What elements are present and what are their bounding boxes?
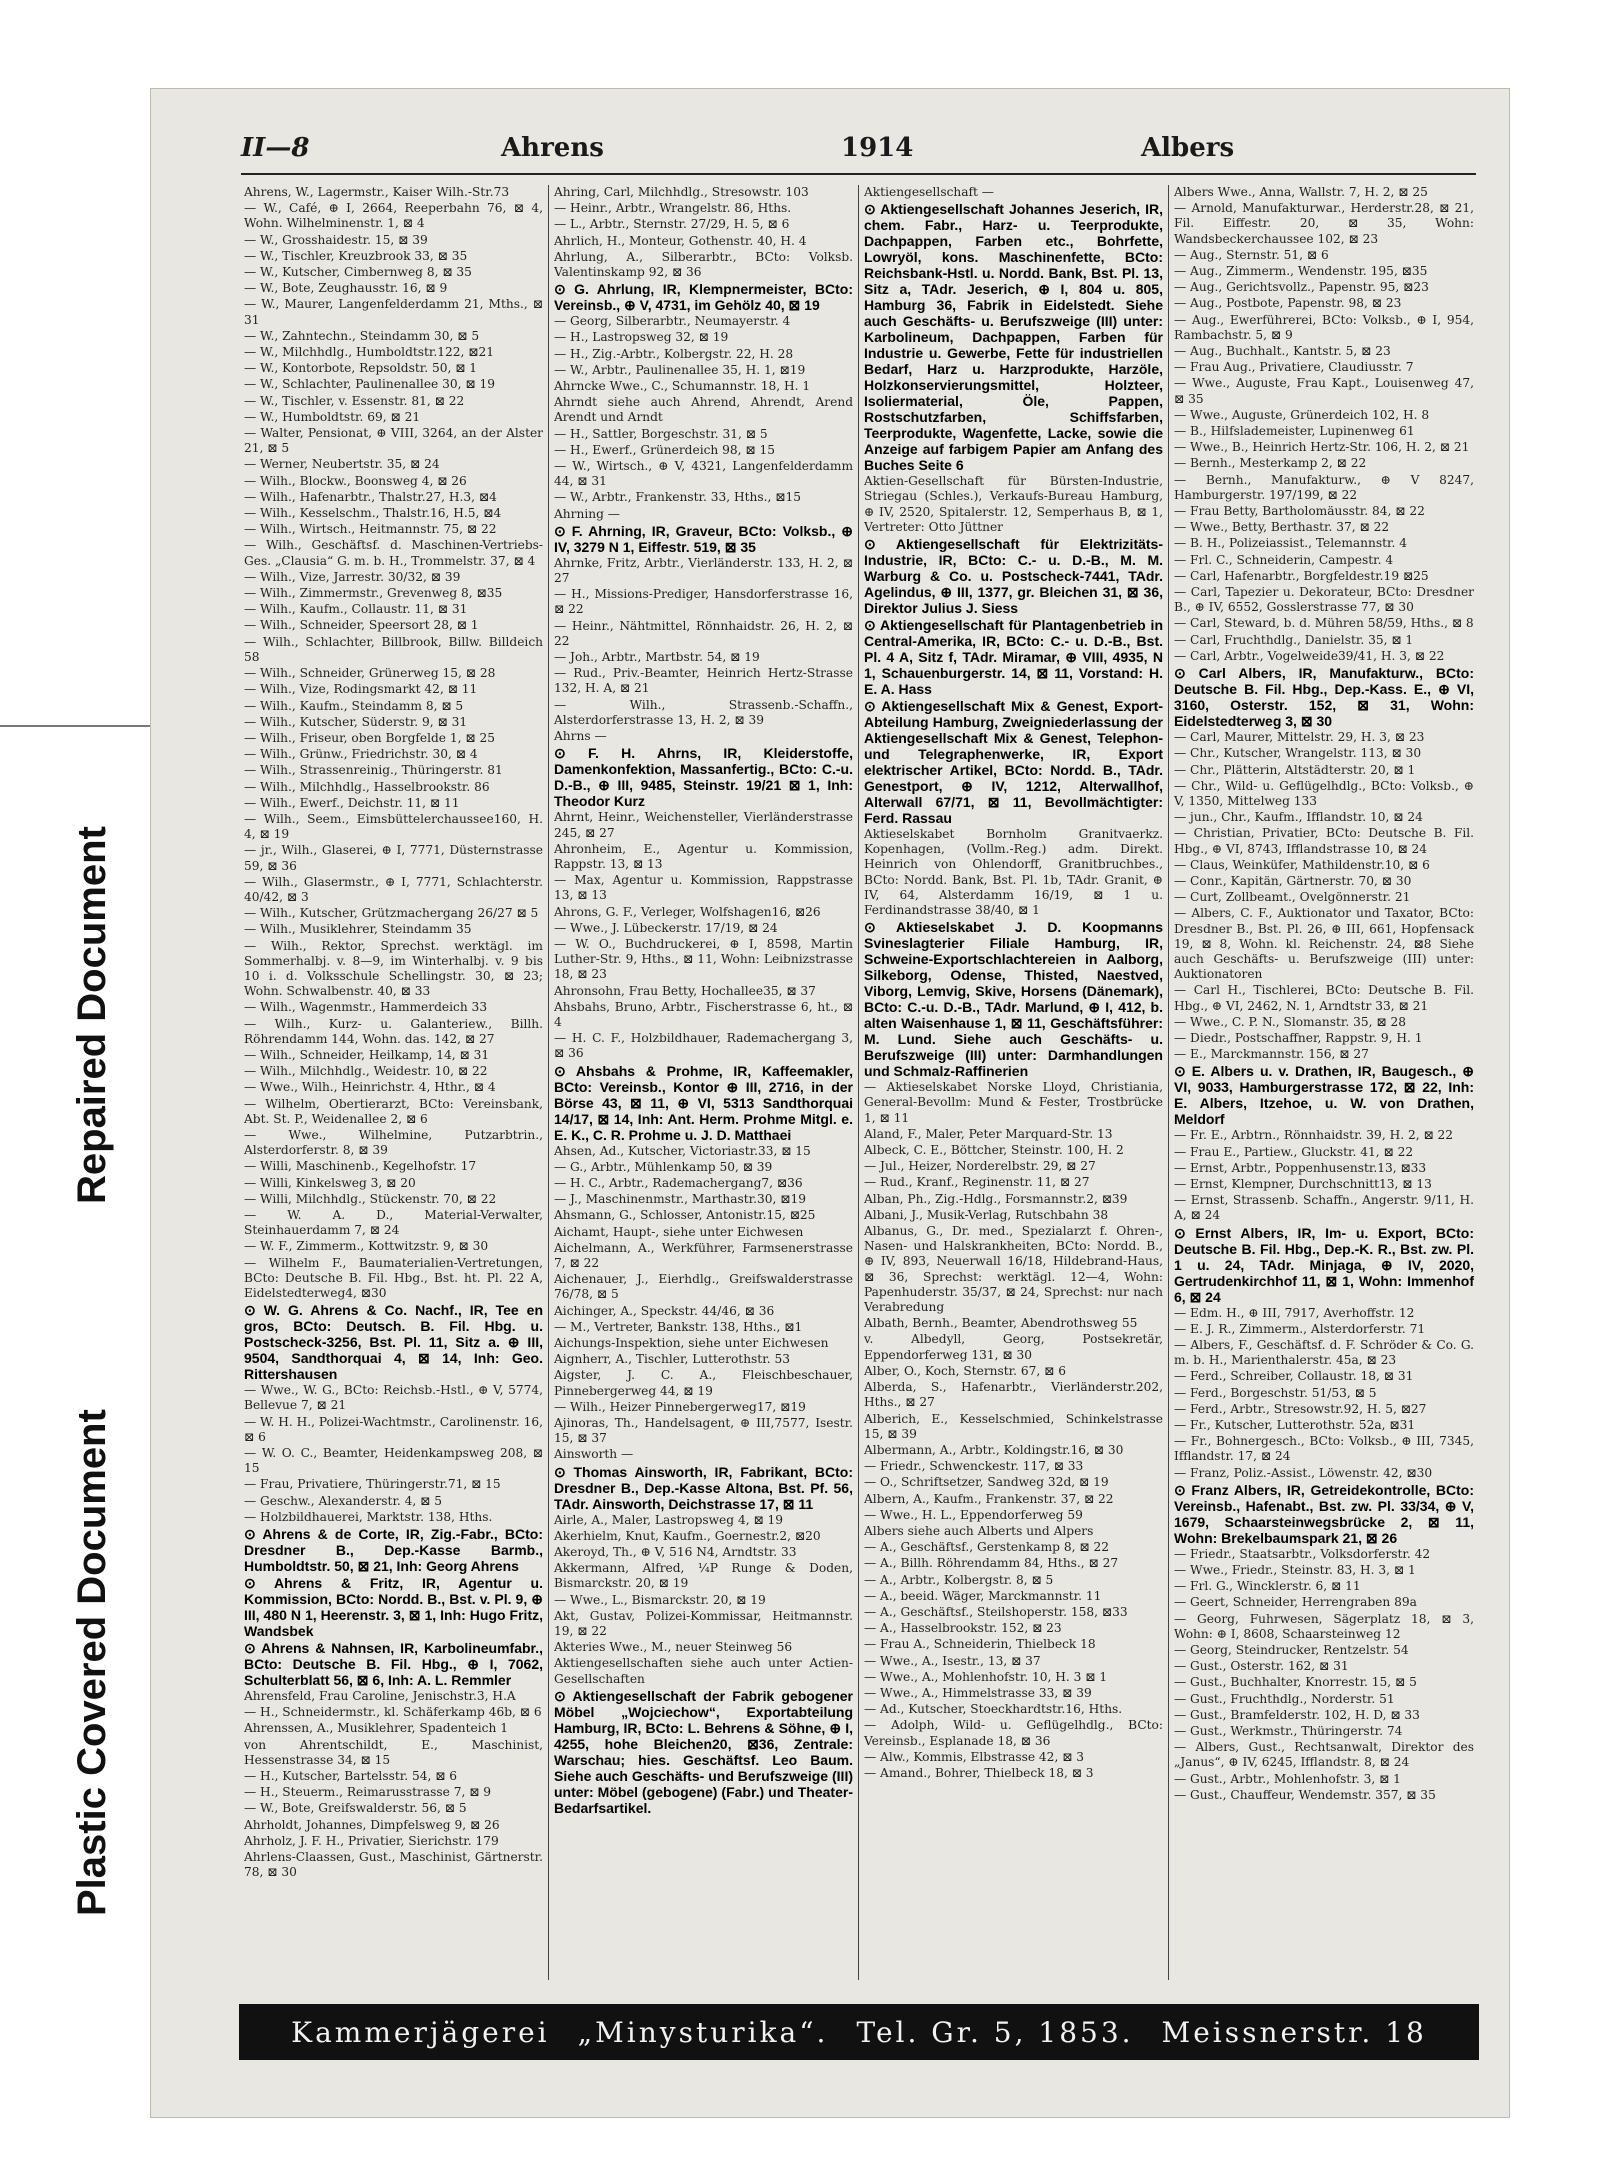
directory-entry: Alberda, S., Hafenarbtr., Vierländerstr.202, Hths., ⊠ 27 — [864, 1380, 1163, 1410]
directory-entry: — L., Arbtr., Sternstr. 27/29, H. 5, ⊠ 6 — [554, 217, 790, 232]
directory-entry: — Jul., Heizer, Norderelbstr. 29, ⊠ 27 — [864, 1159, 1096, 1174]
directory-entry: — Frau, Privatiere, Thüringerstr.71, ⊠ 15 — [244, 1477, 501, 1492]
directory-entry: Ahrholz, J. F. H., Privatier, Sierichstr. 179 — [244, 1833, 499, 1848]
directory-entry: — Gust., Chauffeur, Wendemstr. 357, ⊠ 35 — [1174, 1787, 1436, 1802]
directory-entry: — Wilh., Grünw., Friedrichstr. 30, ⊠ 4 — [244, 747, 478, 762]
directory-entry: — Conr., Kapitän, Gärtnerstr. 70, ⊠ 30 — [1174, 873, 1412, 888]
directory-entry: — Wilh., Wagenmstr., Hammerdeich 33 — [244, 1000, 488, 1015]
directory-entry: — B. H., Polizeiassist., Telemannstr. 4 — [1174, 536, 1407, 551]
directory-entry: — Wilh., Strassenb.-Schaffn., Alsterdorferstrasse 13, H. 2, ⊠ 39 — [554, 697, 853, 727]
directory-entry: — W., Bote, Zeughausstr. 16, ⊠ 9 — [244, 281, 448, 296]
page-header — [241, 129, 1476, 175]
directory-entry: Aktiengesellschaften siehe auch unter Actien-Gesellschaften — [554, 1656, 853, 1686]
directory-entry: — H., Ewerf., Grünerdeich 98, ⊠ 15 — [554, 442, 775, 457]
directory-entry: Aichungs-Inspektion, siehe unter Eichwesen — [554, 1335, 829, 1350]
directory-entry: — Walter, Pensionat, ⊕ VIII, 3264, an der Alster 21, ⊠ 5 — [244, 426, 543, 456]
directory-entry: — Wwe., L., Bismarckstr. 20, ⊠ 19 — [554, 1592, 766, 1607]
directory-entry: ⊙ Franz Albers, IR, Getreidekontrolle, BCto: Vereinsb., Hafenabt., Bst. zw. Pl. 33/34, ⊕ V, 1679, Schaarsteinwegsbrücke 2, ⊠ 11, Wohn: Brekelbaumspark 21, ⊠ 26 — [1174, 1481, 1474, 1546]
directory-entry: Ahrons, G. F., Verleger, Wolfshagen16, ⊠26 — [554, 904, 821, 919]
directory-entry: — Wwe., A., Himmelstrasse 33, ⊠ 39 — [864, 1685, 1092, 1700]
directory-entry: Aichinger, A., Speckstr. 44/46, ⊠ 36 — [554, 1303, 775, 1318]
directory-entry: Akkermann, Alfred, ¼P Runge & Doden, Bismarckstr. 20, ⊠ 19 — [554, 1561, 853, 1591]
directory-entry: — Fr., Kutscher, Lutterothstr. 52a, ⊠31 — [1174, 1418, 1416, 1432]
directory-entry: Aichelmann, A., Werkführer, Farmsenerstrasse 7, ⊠ 22 — [554, 1240, 853, 1270]
directory-entry: — A., Arbtr., Kolbergstr. 8, ⊠ 5 — [864, 1572, 1054, 1587]
directory-entry: — Rud., Kranf., Reginenstr. 11, ⊠ 27 — [864, 1175, 1090, 1190]
ad-phone: Tel. Gr. 5, 1853. — [856, 2015, 1134, 2049]
directory-entry: Ahrholdt, Johannes, Dimpfelsweg 9, ⊠ 26 — [244, 1817, 500, 1832]
directory-entry: — Wilh., Geschäftsf. d. Maschinen-Vertriebs-Ges. „Clausia“ G. m. b. H., Trommelstr. 37, ⊠ 4 — [244, 538, 543, 568]
directory-entry: — Wilh., Glasermstr., ⊕ I, 7771, Schlachterstr. 40/42, ⊠ 3 — [244, 874, 543, 904]
directory-column-4 — [1169, 185, 1479, 1980]
directory-entry: — Friedr., Staatsarbtr., Volksdorferstr. 42 — [1174, 1546, 1431, 1561]
directory-entry: Alban, Ph., Zig.-Hdlg., Forsmannstr.2, ⊠39 — [864, 1191, 1128, 1206]
directory-entry: — Gust., Bramfelderstr. 102, H. D, ⊠ 33 — [1174, 1707, 1420, 1722]
directory-entry: — Carl, Arbtr., Vogelweide39/41, H. 3, ⊠ 22 — [1174, 648, 1445, 663]
directory-entry: — W., Tischler, v. Essenstr. 81, ⊠ 22 — [244, 393, 465, 408]
directory-entry: — W. O. C., Beamter, Heidenkampsweg 208, ⊠ 15 — [244, 1446, 543, 1476]
directory-entry: — Edm. H., ⊕ III, 7917, Averhoffstr. 12 — [1174, 1305, 1415, 1320]
directory-entry: Ahsmann, G., Schlosser, Antonistr.15, ⊠25 — [554, 1208, 816, 1223]
header-left-word: Ahrens — [501, 133, 604, 163]
directory-entry: — Wilh., Kaufm., Collaustr. 11, ⊠ 31 — [244, 602, 468, 617]
directory-entry: — W. A. D., Material-Verwalter, Steinhauerdamm 7, ⊠ 24 — [244, 1208, 543, 1238]
directory-entry: — Albers, F., Geschäftsf. d. F. Schröder & Co. G. m. b. H., Marienthalerstr. 45a, ⊠ 23 — [1174, 1337, 1474, 1368]
directory-entry: — Diedr., Postschaffner, Rappstr. 9, H. 1 — [1174, 1030, 1423, 1045]
directory-entry: — Wilhelm, Obertierarzt, BCto: Vereinsbank, Abt. St. P., Weidenallee 2, ⊠ 6 — [244, 1096, 543, 1126]
scanned-page — [150, 88, 1510, 2118]
ad-business-name: Kammerjägerei — [291, 2015, 550, 2049]
footer-advertisement — [239, 2004, 1479, 2060]
directory-entry: Ahring, Carl, Milchhdlg., Stresowstr. 103 — [554, 185, 809, 199]
directory-entry: — A., Geschäftsf., Steilshoperstr. 158, ⊠33 — [864, 1604, 1128, 1619]
directory-entry: — Wilh., Kutscher, Grützmachergang 26/27 ⊠ 5 — [244, 906, 539, 921]
directory-entry: — Wwe., J. Lübeckerstr. 17/19, ⊠ 24 — [554, 920, 778, 935]
directory-entry: Ahronsohn, Frau Betty, Hochallee35, ⊠ 37 — [554, 983, 816, 998]
directory-entry: — Wilh., Kesselschm., Thalstr.16, H.5, ⊠4 — [244, 506, 502, 521]
directory-entry: — Wilhelm F., Baumaterialien-Vertretungen, BCto: Deutsche B. Fil. Hbg., Bst. ht. Pl. 22 A, Eidelstedterweg4, ⊠30 — [244, 1255, 543, 1301]
directory-entry: Ahrns — — [554, 729, 607, 744]
directory-entry: Ahsbahs, Bruno, Arbtr., Fischerstrasse 6, ht., ⊠ 4 — [554, 999, 853, 1029]
directory-entry: Ahrlich, H., Monteur, Gothenstr. 40, H. 4 — [554, 233, 807, 248]
directory-entry: — Wilh., Schneider, Heilkamp, 14, ⊠ 31 — [244, 1047, 490, 1062]
directory-entry: — Heinr., Arbtr., Wrangelstr. 86, Hths. — [554, 201, 792, 216]
directory-entry: — Georg, Steindrucker, Rentzelstr. 54 — [1174, 1643, 1409, 1658]
directory-entry: ⊙ W. G. Ahrens & Co. Nachf., IR, Tee en gros, BCto: Deutsch. B. Fil. Hbg. u. Postscheck-3256, Bst. Pl. 11, Sitz a. ⊕ III, 9504, Sandthorquai 4, ⊠ 14, Inh: Geo. Rittershausen — [244, 1302, 543, 1383]
directory-entry: — Christian, Privatier, BCto: Deutsche B. Fil. Hbg., ⊕ VI, 8743, Ifflandstrasse 10, ⊠ 24 — [1174, 826, 1474, 856]
directory-entry: — W., Kontorbote, Repsoldstr. 50, ⊠ 1 — [244, 361, 478, 376]
directory-entry: — Wilh., Friseur, oben Borgfelde 1, ⊠ 25 — [244, 730, 495, 745]
directory-entry: — Carl, Maurer, Mittelstr. 29, H. 3, ⊠ 23 — [1174, 730, 1425, 745]
directory-entry: — A., beeid. Wäger, Marckmannstr. 11 — [864, 1588, 1102, 1603]
directory-entry: — H., Schneidermstr., kl. Schäferkamp 46b, ⊠ 6 — [244, 1705, 542, 1720]
directory-entry: Aigster, J. C. A., Fleischbeschauer, Pinnebergerweg 44, ⊠ 19 — [554, 1368, 853, 1398]
directory-entry: ⊙ Aktiengesellschaft der Fabrik gebogener Möbel „Wojciechow“, Exportabteilung Hamburg, IR, BCto: L. Behrens & Söhne, ⊕ I, 4255, hohe Bleichen20, ⊠36, Zentrale: Warschau; hies. Geschäftsf. Leo Baum. Siehe auch Geschäfts- und Berufszweige (III) unter: Möbel (gebogene) (Fabr.) und Theater-Bedarfsartikel. — [554, 1687, 853, 1816]
directory-entry: Ahsen, Ad., Kutscher, Victoriastr.33, ⊠ 15 — [554, 1143, 811, 1158]
directory-entry: — A., Billh. Röhrendamm 84, Hths., ⊠ 27 — [864, 1556, 1119, 1571]
directory-entry: Ajinoras, Th., Handelsagent, ⊕ III,7577, Isestr. 15, ⊠ 37 — [554, 1416, 853, 1446]
directory-entry: ⊙ Ernst Albers, IR, Im- u. Export, BCto: Deutsche B. Fil. Hbg., Dep.-K. R., Bst. zw. Pl. 1 u. 24, TAdr. Minjaga, ⊕ IV, 2020, Gertrudenkirchhof 11, ⊠ 1, Wohn: Immenhof 6, ⊠ 24 — [1174, 1224, 1474, 1305]
directory-entry: — Aug., Ewerführerei, BCto: Volksb., ⊕ I, 954, Rambachstr. 5, ⊠ 9 — [1174, 312, 1474, 342]
directory-entry: — Aktieselskabet Norske Lloyd, Christiania, General-Bevollm: Mund & Fester, Trostbrücke 1, ⊠ 11 — [864, 1080, 1163, 1125]
directory-entry: — Carl, Steward, b. d. Mühren 58/59, Hths., ⊠ 8 — [1174, 616, 1474, 631]
directory-entry: ⊙ Thomas Ainsworth, IR, Fabrikant, BCto: Dresdner B., Dep.-Kasse Altona, Bst. Pf. 56, TAdr. Ainsworth, Deichstrasse 17, ⊠ 11 — [554, 1463, 853, 1512]
directory-entry: — H., Steuerm., Reimarusstrasse 7, ⊠ 9 — [244, 1785, 492, 1800]
directory-entry: — Carl, Fruchthdlg., Danielstr. 35, ⊠ 1 — [1174, 632, 1414, 647]
directory-entry: — Werner, Neubertstr. 35, ⊠ 24 — [244, 457, 440, 472]
directory-entry: — Wilh., Milchhdlg., Weidestr. 10, ⊠ 22 — [244, 1064, 488, 1079]
directory-entry: — W., Tischler, Kreuzbrook 33, ⊠ 35 — [244, 248, 468, 263]
directory-entry: — Max, Agentur u. Kommission, Rappstrasse 13, ⊠ 13 — [554, 873, 853, 903]
directory-entry: — H. C. F., Holzbildhauer, Rademachergang 3, ⊠ 36 — [554, 1031, 853, 1061]
directory-entry: v. Albedyll, Georg, Postsekretär, Eppendorferweg 131, ⊠ 30 — [864, 1332, 1163, 1362]
directory-entry: — W., Milchhdlg., Humboldtstr.122, ⊠21 — [244, 345, 495, 360]
directory-entry: — M., Vertreter, Bankstr. 138, Hths., ⊠1 — [554, 1319, 803, 1334]
directory-entry: — Wilh., Kaufm., Steindamm 8, ⊠ 5 — [244, 698, 464, 713]
directory-entry: — Wilh., Zimmermstr., Grevenweg 8, ⊠35 — [244, 586, 503, 601]
directory-entry: — Ernst, Klempner, Durchschnitt13, ⊠ 13 — [1174, 1176, 1432, 1191]
header-right-word: Albers — [1141, 133, 1235, 163]
directory-entry: — Wilh., Ewerf., Deichstr. 11, ⊠ 11 — [244, 795, 460, 810]
directory-entry: — H., Sattler, Borgeschstr. 31, ⊠ 5 — [554, 426, 768, 441]
directory-entry: Aland, F., Maler, Peter Marquard-Str. 13 — [864, 1126, 1113, 1141]
directory-entry: — Gust., Arbtr., Mohlenhofstr. 3, ⊠ 1 — [1174, 1771, 1401, 1786]
directory-entry: — Frau A., Schneiderin, Thielbeck 18 — [864, 1637, 1096, 1652]
directory-entry: — O., Schriftsetzer, Sandweg 32d, ⊠ 19 — [864, 1475, 1109, 1490]
directory-entry: — W., Arbtr., Frankenstr. 33, Hths., ⊠15 — [554, 490, 801, 505]
directory-entry: — Frau E., Partiew., Gluckstr. 41, ⊠ 22 — [1174, 1144, 1414, 1159]
directory-entry: — jr., Wilh., Glaserei, ⊕ I, 7771, Düsternstrasse 59, ⊠ 36 — [244, 843, 543, 873]
directory-entry: — Holzbildhauerei, Marktstr. 138, Hths. — [244, 1509, 493, 1524]
directory-entry: — Wwe., B., Heinrich Hertz-Str. 106, H. 2, ⊠ 21 — [1174, 440, 1470, 455]
directory-entry: Albeck, C. E., Böttcher, Steinstr. 100, H. 2 — [864, 1143, 1124, 1158]
directory-entry: Albanus, G., Dr. med., Spezialarzt f. Ohren-, Nasen- und Halskrankheiten, BCto: Nordd. B., ⊕ IV, 893, Neuerwall 16/18, Hildebrand-Haus, ⊠ 36, Sprechst: werktägl. 12—4, Wohn: Papenhuderstr. 35/37, ⊠ 24, Sprechst: nur nach Verabredung — [864, 1224, 1163, 1315]
directory-entry: — W., Zahntechn., Steindamm 30, ⊠ 5 — [244, 328, 480, 343]
directory-entry: — Wilh., Milchhdlg., Hasselbrookstr. 86 — [244, 779, 490, 794]
directory-entry: — Gust., Buchhalter, Knorrestr. 15, ⊠ 5 — [1174, 1675, 1417, 1690]
directory-entry: — H., Missions-Prediger, Hansdorferstrasse 16, ⊠ 22 — [554, 587, 853, 617]
directory-entry: — Joh., Arbtr., Martbstr. 54, ⊠ 19 — [554, 650, 760, 665]
directory-entry: von Ahrentschildt, E., Maschinist, Hessenstrasse 34, ⊠ 15 — [244, 1737, 543, 1767]
directory-entry: ⊙ E. Albers u. v. Drathen, IR, Baugesch., ⊕ VI, 9033, Hamburgerstrasse 172, ⊠ 22, Inh: E. Albers, Itzehoe, u. W. von Drathen, Meldorf — [1174, 1063, 1474, 1128]
directory-entry: — Wwe., H. L., Eppendorferweg 59 — [864, 1507, 1083, 1522]
directory-entry: Alber, O., Koch, Sternstr. 67, ⊠ 6 — [864, 1363, 1067, 1378]
directory-entry: — W., Humboldtstr. 69, ⊠ 21 — [244, 409, 421, 424]
directory-entry: Ahrenssen, A., Musiklehrer, Spadenteich 1 — [244, 1721, 508, 1736]
directory-entry: Albani, J., Musik-Verlag, Rutschbahn 38 — [864, 1207, 1109, 1222]
directory-entry: — W., Café, ⊕ I, 2664, Reeperbahn 76, ⊠ 4, Wohn. Wilhelminenstr. 1, ⊠ 4 — [244, 201, 543, 231]
directory-entry: — Wilh., Kurz- u. Galanteriew., Billh. Röhrendamm 144, Wohn. das. 142, ⊠ 27 — [244, 1016, 543, 1046]
directory-column-3 — [859, 185, 1169, 1980]
directory-entry: — Amand., Bohrer, Thielbeck 18, ⊠ 3 — [864, 1765, 1094, 1780]
directory-entry: — W. O., Buchdruckerei, ⊕ I, 8598, Martin Luther-Str. 9, Hths., ⊠ 11, Wohn: Leibnizstrasse 18, ⊠ 23 — [554, 936, 853, 982]
directory-entry: Aktien-Gesellschaft für Bürsten-Industrie, Striegau (Schles.), Verkaufs-Bureau Hamburg, ⊕ IV, 2520, Spitalerstr. 12, Semperhaus B, ⊠ 1, Vertreter: Otto Jüttner — [864, 474, 1163, 534]
directory-entry: Aktiengesellschaft — — [864, 185, 994, 199]
directory-entry: — W., Grosshaidestr. 15, ⊠ 39 — [244, 232, 428, 247]
directory-entry: Aktieselskabet Bornholm Granitvaerkz. Kopenhagen, (Vollm.-Reg.) adm. Direkt. Heinrich von Ohlendorff, Granitbruchbes., BCto: Nordd. Bank, Bst. Pl. 1b, TAdr. Granit, ⊕ IV, 64, Alsterdamm 16/19, ⊠ 1 u. Ferdinandstrasse 38/40, ⊠ 1 — [864, 827, 1163, 918]
directory-entry: Ahrens, W., Lagermstr., Kaiser Wilh.-Str.73 — [244, 185, 510, 199]
directory-entry: — Carl H., Tischlerei, BCto: Deutsche B. Fil. Hbg., ⊕ VI, 2462, N. 1, Arndtstr 33, ⊠ 21 — [1174, 983, 1474, 1013]
directory-entry: Ahrnt, Heinr., Weichensteller, Vierländerstrasse 245, ⊠ 27 — [554, 810, 853, 840]
directory-entry: — Frl. C., Schneiderin, Campestr. 4 — [1174, 552, 1394, 567]
directory-columns — [239, 185, 1479, 1980]
directory-entry: — Aug., Buchhalt., Kantstr. 5, ⊠ 23 — [1174, 344, 1391, 359]
directory-entry: — H., Kutscher, Bartelsstr. 54, ⊠ 6 — [244, 1769, 458, 1784]
directory-entry: ⊙ Carl Albers, IR, Manufakturw., BCto: Deutsche B. Fil. Hbg., Dep.-Kass. E., ⊕ VI, 3160, Osterstr. 152, ⊠ 31, Wohn: Eidelstedterweg 3, ⊠ 30 — [1174, 665, 1474, 730]
directory-entry: — Aug., Zimmerm., Wendenstr. 195, ⊠35 — [1174, 264, 1428, 279]
directory-entry: — A., Hasselbrookstr. 152, ⊠ 23 — [864, 1621, 1062, 1636]
page-tab-notch — [0, 725, 152, 763]
directory-entry: — Wwe., A., Mohlenhofstr. 10, H. 3 ⊠ 1 — [864, 1669, 1108, 1684]
directory-entry: — J., Maschinenmstr., Marthastr.30, ⊠19 — [554, 1192, 806, 1207]
directory-entry: Ahrndt siehe auch Ahrend, Ahrendt, Arend Arendt und Arndt — [554, 395, 853, 425]
directory-entry: — Claus, Weinküfer, Mathildenstr.10, ⊠ 6 — [1174, 857, 1430, 872]
directory-entry: Ahronheim, E., Agentur u. Kommission, Rappstr. 13, ⊠ 13 — [554, 841, 853, 871]
directory-entry: — Wilh., Vize, Rodingsmarkt 42, ⊠ 11 — [244, 682, 478, 697]
directory-entry: ⊙ G. Ahrlung, IR, Klempnermeister, BCto: Vereinsb., ⊕ V, 4731, im Gehölz 40, ⊠ 19 — [554, 281, 853, 314]
directory-entry: — Willi, Maschinenb., Kegelhofstr. 17 — [244, 1159, 477, 1174]
directory-entry: — Wilh., Hafenarbtr., Thalstr.27, H.3, ⊠4 — [244, 489, 497, 504]
directory-entry: — Ernst, Arbtr., Poppenhusenstr.13, ⊠33 — [1174, 1160, 1427, 1175]
directory-entry: — Wilh., Kutscher, Süderstr. 9, ⊠ 31 — [244, 714, 468, 729]
directory-entry: — Aug., Postbote, Papenstr. 98, ⊠ 23 — [1174, 296, 1402, 311]
directory-entry: Albers Wwe., Anna, Wallstr. 7, H. 2, ⊠ 25 — [1174, 185, 1428, 199]
directory-entry: — Wilh., Schlachter, Billbrook, Billw. Billdeich 58 — [244, 634, 543, 664]
directory-entry: ⊙ Aktiengesellschaft für Elektrizitäts-Industrie, IR, BCto: C.- u. D.-B., M. M. Warburg & Co. u. Postscheck-7441, TAdr. Agelindus, ⊕ III, 1377, gr. Bleichen 31, ⊠ 36, Direktor Julius J. Siess — [864, 536, 1163, 617]
directory-entry: — H., Zig.-Arbtr., Kolbergstr. 22, H. 28 — [554, 346, 794, 361]
directory-entry: Albers siehe auch Alberts und Alpers — [864, 1523, 1094, 1538]
directory-entry: ⊙ Ahsbahs & Prohme, IR, Kaffeemakler, BCto: Vereinsb., Kontor ⊕ III, 2716, in der Börse 43, ⊠ 11, ⊕ VI, 5313 Sandthorquai 14/17, ⊠ 14, Inh: Ant. Herm. Prohme Mitgl. e. E. K., C. R. Prohme u. J. D. Matthaei — [554, 1062, 853, 1143]
directory-entry: — W. F., Zimmerm., Kottwitzstr. 9, ⊠ 30 — [244, 1239, 489, 1254]
directory-entry: — Georg, Silberarbtr., Neumayerstr. 4 — [554, 314, 791, 329]
directory-column-1 — [239, 185, 549, 1980]
directory-entry: — Chr., Kutscher, Wrangelstr. 113, ⊠ 30 — [1174, 746, 1422, 761]
directory-entry: — Albers, C. F., Auktionator und Taxator, BCto: Dresdner B., Bst. Pl. 26, ⊕ III, 661, Hopfensack 19, ⊠ 8, Wohn. kl. Reichenstr. 24, ⊠8 Siehe auch Geschäfts- u. Berufszweige (III) unter: Auktionatoren — [1174, 906, 1474, 982]
directory-entry: — Franz, Poliz.-Assist., Löwenstr. 42, ⊠30 — [1174, 1465, 1433, 1480]
directory-entry: — Bernh., Mesterkamp 2, ⊠ 22 — [1174, 456, 1367, 471]
directory-entry: — A., Geschäftsf., Gerstenkamp 8, ⊠ 22 — [864, 1540, 1109, 1555]
directory-entry: — Aug., Sternstr. 51, ⊠ 6 — [1174, 247, 1329, 262]
directory-entry: — Wilh., Musiklehrer, Steindamm 35 — [244, 922, 472, 937]
repaired-document-label: Repaired Document — [70, 826, 114, 1204]
directory-entry: — Geert, Schneider, Herrengraben 89a — [1174, 1595, 1417, 1610]
directory-entry: — Wilh., Strassenreinig., Thüringerstr. 81 — [244, 763, 503, 778]
directory-entry: — E. J. R., Zimmerm., Alsterdorferstr. 71 — [1174, 1321, 1426, 1336]
directory-entry: — Georg, Fuhrwesen, Sägerplatz 18, ⊠ 3, Wohn: ⊕ I, 8608, Schaarsteinweg 12 — [1174, 1611, 1474, 1641]
directory-entry: — W., Schlachter, Paulinenallee 30, ⊠ 19 — [244, 377, 495, 392]
directory-entry: — Wwe., Betty, Berthastr. 37, ⊠ 22 — [1174, 520, 1390, 535]
directory-entry: Ainsworth — — [554, 1447, 634, 1462]
directory-entry: — Fr. E., Arbtrn., Rönnhaidstr. 39, H. 2, ⊠ 22 — [1174, 1128, 1454, 1143]
directory-entry: ⊙ F. H. Ahrns, IR, Kleiderstoffe, Damenkonfektion, Massanfertig., BCto: C.-u. D.-B., ⊕ III, 9485, Steinstr. 19/21 ⊠ 1, Inh: Theodor Kurz — [554, 745, 853, 810]
directory-entry: — H. C., Arbtr., Rademachergang7, ⊠36 — [554, 1175, 803, 1190]
directory-entry: — Ferd., Schreiber, Collaustr. 18, ⊠ 31 — [1174, 1369, 1414, 1384]
directory-entry: — Ernst, Strassenb. Schaffn., Angerstr. 9/11, H. A, ⊠ 24 — [1174, 1193, 1474, 1223]
directory-entry: — Geschw., Alexanderstr. 4, ⊠ 5 — [244, 1493, 443, 1508]
directory-entry: — Wwe., A., Isestr., 13, ⊠ 37 — [864, 1653, 1041, 1668]
ad-address: Meissnerstr. 18 — [1161, 2015, 1427, 2049]
directory-entry: — Willi, Kinkelsweg 3, ⊠ 20 — [244, 1175, 416, 1190]
directory-entry: — Aug., Gerichtsvollz., Papenstr. 95, ⊠23 — [1174, 280, 1429, 295]
directory-entry: — Ad., Kutscher, Stoeckhardtstr.16, Hths. — [864, 1702, 1123, 1717]
directory-entry: — E., Marckmannstr. 156, ⊠ 27 — [1174, 1047, 1369, 1062]
plastic-covered-label: Plastic Covered Document — [70, 1409, 114, 1916]
directory-entry: — Carl, Hafenarbtr., Borgfeldestr.19 ⊠25 — [1174, 568, 1429, 583]
directory-entry: — Wwe., Auguste, Frau Kapt., Louisenweg 47, ⊠ 35 — [1174, 376, 1474, 406]
directory-entry: Aignherr, A., Tischler, Lutterothstr. 53 — [554, 1352, 790, 1367]
directory-entry: — Wilh., Blockw., Boonsweg 4, ⊠ 26 — [244, 473, 467, 488]
directory-entry: — Gust., Fruchthdlg., Norderstr. 51 — [1174, 1691, 1395, 1706]
directory-entry: Ahrlens-Claassen, Gust., Maschinist, Gärtnerstr. 78, ⊠ 30 — [244, 1850, 543, 1880]
directory-entry: — Wilh., Schneider, Speersort 28, ⊠ 1 — [244, 618, 479, 633]
directory-entry: — Albers, Gust., Rechtsanwalt, Direktor des „Janus“, ⊕ IV, 6245, Ifflandstr. 8, ⊠ 24 — [1174, 1740, 1474, 1770]
directory-entry: Aichenauer, J., Eierhdlg., Greifswalderstrasse 76/78, ⊠ 5 — [554, 1272, 853, 1302]
directory-entry: — Wwe., C. P. N., Slomanstr. 35, ⊠ 28 — [1174, 1014, 1406, 1029]
directory-entry: — Wwe., Wilhelmine, Putzarbtrin., Alsterdorferstr. 8, ⊠ 39 — [244, 1127, 543, 1158]
directory-entry: — W., Wirtsch., ⊕ V, 4321, Langenfelderdamm 44, ⊠ 31 — [554, 459, 853, 489]
directory-entry: Ahrning — — [554, 506, 620, 521]
directory-entry: — Frl. G., Wincklerstr. 6, ⊠ 11 — [1174, 1579, 1361, 1594]
directory-entry: — Ferd., Arbtr., Stresowstr.92, H. 5, ⊠27 — [1174, 1401, 1427, 1416]
directory-entry: — Wwe., Wilh., Heinrichstr. 4, Hthr., ⊠ 4 — [244, 1080, 496, 1095]
directory-entry: ⊙ Ahrens & de Corte, IR, Zig.-Fabr., BCto: Dresdner B., Dep.-Kasse Barmb., Humboldtstr. 50, ⊠ 21, Inh: Georg Ahrens — [244, 1526, 543, 1575]
directory-entry: — Rud., Priv.-Beamter, Heinrich Hertz-Strasse 132, H. A, ⊠ 21 — [554, 666, 853, 696]
directory-entry: Ahrnke, Fritz, Arbtr., Vierländerstr. 133, H. 2, ⊠ 27 — [554, 555, 853, 586]
directory-entry: Albern, A., Kaufm., Frankenstr. 37, ⊠ 22 — [864, 1491, 1114, 1506]
directory-entry: Ahrncke Wwe., C., Schumannstr. 18, H. 1 — [554, 379, 811, 394]
directory-entry: ⊙ Ahrens & Nahnsen, IR, Karbolineumfabr., BCto: Deutsche B. Fil. Hbg., ⊕ I, 7062, Schulterblatt 56, ⊠ 6, Inh: A. L. Remmler — [244, 1640, 543, 1689]
directory-entry: — Wwe., Auguste, Grünerdeich 102, H. 8 — [1174, 407, 1430, 422]
directory-entry: — Willi, Milchhdlg., Stückenstr. 70, ⊠ 22 — [244, 1191, 497, 1206]
header-year: 1914 — [841, 133, 914, 163]
directory-entry: ⊙ Aktiengesellschaft Johannes Jeserich, IR, chem. Fabr., Harz- u. Teerprodukte, Dachpappen, Farben etc., Bohrfette, Lowryöl, kons. Maschinenfette, BCto: Reichsbank-Hstl. u. Nordd. Bank, Bst. Pl. 13, Sitz a, TAdr. Jeserich, ⊕ I, 804 u. 805, Hamburg 36, Fabrik in Eidelstedt. Siehe auch Geschäfts- u. Berufszweige (III) unter: Karbolineum, Dachpappen, Farben für Industrie u. Gewerbe, Fette für industriellen Bedarf, Harz u. Harzprodukte, Harzöle, Holzkonservierungsmittel, Holzteer, Isoliermaterial, Öle, Pappen, Rostschutzfarben, Schiffsfarben, Teerprodukte, Wagenfette, Lacke, sowie die Anzeige auf farbigem Papier am Anfang des Buches Seite 6 — [864, 201, 1163, 474]
directory-entry: Akteries Wwe., M., neuer Steinweg 56 — [554, 1640, 793, 1655]
directory-entry: Akeroyd, Th., ⊕ V, 516 N4, Arndtstr. 33 — [554, 1545, 797, 1560]
directory-entry: — G., Arbtr., Mühlenkamp 50, ⊠ 39 — [554, 1159, 773, 1174]
directory-entry: — Alw., Kommis, Elbstrasse 42, ⊠ 3 — [864, 1749, 1085, 1764]
directory-entry: — W., Bote, Greifswalderstr. 56, ⊠ 5 — [244, 1801, 467, 1816]
directory-entry: — W., Maurer, Langenfelderdamm 21, Mths., ⊠ 31 — [244, 297, 543, 327]
directory-entry: — W., Kutscher, Cimbernweg 8, ⊠ 35 — [244, 265, 472, 280]
directory-entry: — Fr., Bohnergesch., BCto: Volksb., ⊕ III, 7345, Ifflandstr. 17, ⊠ 24 — [1174, 1434, 1474, 1464]
directory-entry: — Ferd., Borgeschstr. 51/53, ⊠ 5 — [1174, 1385, 1377, 1400]
directory-entry: — Wilh., Schneider, Grünerweg 15, ⊠ 28 — [244, 666, 496, 681]
directory-entry: — B., Hilfslademeister, Lupinenweg 61 — [1174, 424, 1415, 439]
directory-entry: — Heinr., Nähtmittel, Rönnhaidstr. 26, H. 2, ⊠ 22 — [554, 618, 853, 648]
directory-entry: — W., Arbtr., Paulinenallee 35, H. 1, ⊠19 — [554, 362, 806, 377]
directory-entry: Airle, A., Maler, Lastropsweg 4, ⊠ 19 — [554, 1512, 784, 1527]
directory-entry: — Bernh., Manufakturw., ⊕ V 8247, Hamburgerstr. 197/199, ⊠ 22 — [1174, 472, 1474, 502]
directory-entry: ⊙ Aktieselskabet J. D. Koopmanns Svineslagterier Filiale Hamburg, IR, Schweine-Exportschlachtereien in Aalborg, Silkeborg, Odense, Thisted, Naestved, Viborg, Lemvig, Skive, Horsens (Dänemark), BCto: C.-u. D.-B., TAdr. Marlund, ⊕ I, 412, b. alten Waisenhause 1, ⊠ 11, Geschäftsführer: M. Lund. Siehe auch Geschäfts- u. Berufszweige (III) unter: Darmhandlungen und Schmalz-Raffinerien — [864, 919, 1163, 1080]
directory-entry: Albermann, A., Arbtr., Koldingstr.16, ⊠ 30 — [864, 1442, 1124, 1457]
directory-entry: — jun., Chr., Kaufm., Ifflandstr. 10, ⊠ 24 — [1174, 810, 1423, 825]
directory-entry: — Chr., Wild- u. Geflügelhdlg., BCto: Volksb., ⊕ V, 1350, Mittelweg 133 — [1174, 778, 1474, 808]
directory-entry: — Chr., Plätterin, Altstädterstr. 20, ⊠ 1 — [1174, 762, 1416, 777]
directory-entry: ⊙ Aktiengesellschaft für Plantagenbetrieb in Central-Amerika, IR, BCto: C.- u. D.-B., Bst. Pl. 4 A, Sitz f, TAdr. Miramar, ⊕ VIII, 4935, N 1, Schauenburgerstr. 14, ⊠ 11, Vorstand: H. E. A. Hass — [864, 617, 1163, 698]
directory-entry: — Carl, Tapezier u. Dekorateur, BCto: Dresdner B., ⊕ IV, 6552, Gosslerstrasse 77, ⊠ 30 — [1174, 585, 1474, 615]
directory-entry: — Arnold, Manufakturwar., Herderstr.28, ⊠ 21, Fil. Eiffestr. 20, ⊠ 35, Wohn: Wandsbeckerchaussee 102, ⊠ 23 — [1174, 201, 1474, 246]
directory-entry: Ahrlung, A., Silberarbtr., BCto: Volksb. Valentinskamp 92, ⊠ 36 — [554, 249, 853, 280]
directory-entry: Alberich, E., Kesselschmied, Schinkelstrasse 15, ⊠ 39 — [864, 1411, 1163, 1441]
ad-quote: „Minysturika“. — [577, 2015, 829, 2049]
directory-entry: Aichamt, Haupt-, siehe unter Eichwesen — [554, 1224, 804, 1239]
directory-entry: Albath, Bernh., Beamter, Abendrothsweg 55 — [864, 1316, 1138, 1331]
directory-entry: Akerhielm, Knut, Kaufm., Goernestr.2, ⊠20 — [554, 1528, 821, 1543]
directory-entry: ⊙ Ahrens & Fritz, IR, Agentur u. Kommission, BCto: Nordd. B., Bst. v. Pl. 9, ⊕ III, 480 N 1, Heerenstr. 3, ⊠ 1, Inh: Hugo Fritz, Wandsbek — [244, 1575, 543, 1640]
directory-entry: — Adolph, Wild- u. Geflügelhdlg., BCto: Vereinsb., Esplanade 18, ⊠ 36 — [864, 1718, 1163, 1748]
directory-entry: — Frau Aug., Privatiere, Claudiusstr. 7 — [1174, 360, 1414, 375]
directory-entry: — Friedr., Schwenckestr. 117, ⊠ 33 — [864, 1459, 1084, 1474]
directory-entry: — Gust., Werkmstr., Thüringerstr. 74 — [1174, 1724, 1403, 1739]
directory-entry: — Wilh., Rektor, Sprechst. werktägl. im Sommerhalbj. v. 8—9, im Winterhalbj. v. 9 bis 10 i. d. Volksschule Schellingstr. 30, ⊠ 23; Wohn. Schwalbenstr. 40, ⊠ 33 — [244, 938, 543, 999]
directory-entry: Akt, Gustav, Polizei-Kommissar, Heitmannstr. 19, ⊠ 22 — [554, 1608, 853, 1639]
page-number: II—8 — [241, 133, 310, 163]
directory-column-2 — [549, 185, 859, 1980]
directory-entry: — H., Lastropsweg 32, ⊠ 19 — [554, 330, 729, 345]
directory-entry: Ahrensfeld, Frau Caroline, Jenischstr.3, H.A — [244, 1689, 516, 1704]
directory-entry: — Gust., Osterstr. 162, ⊠ 31 — [1174, 1659, 1349, 1674]
directory-entry: — Wilh., Seem., Eimsbüttelerchaussee160, H. 4, ⊠ 19 — [244, 811, 543, 842]
directory-entry: — Curt, Zollbeamt., Ovelgönnerstr. 21 — [1174, 890, 1411, 905]
directory-entry: — Wilh., Wirtsch., Heitmannstr. 75, ⊠ 22 — [244, 522, 497, 537]
directory-entry: ⊙ F. Ahrning, IR, Graveur, BCto: Volksb., ⊕ IV, 3279 N 1, Eiffestr. 519, ⊠ 35 — [554, 522, 853, 555]
directory-entry: — Wwe., Friedr., Steinstr. 83, H. 3, ⊠ 1 — [1174, 1563, 1416, 1578]
directory-entry: — W. H. H., Polizei-Wachtmstr., Carolinenstr. 16, ⊠ 6 — [244, 1414, 544, 1444]
directory-entry: — Wilh., Heizer Pinnebergerweg17, ⊠19 — [554, 1399, 806, 1414]
directory-entry: — Frau Betty, Bartholomäusstr. 84, ⊠ 22 — [1174, 504, 1425, 519]
directory-entry: — Wilh., Vize, Jarrestr. 30/32, ⊠ 39 — [244, 569, 461, 584]
directory-entry: ⊙ Aktiengesellschaft Mix & Genest, Export-Abteilung Hamburg, Zweigniederlassung der Aktiengesellschaft Mix & Genest, Telephon- und Telegraphenwerke, IR, Export elektrischer Artikel, BCto: Nordd. B., TAdr. Genestport, ⊕ IV, 1212, Alterwallhof, Alterwall 67/71, ⊠ 11, Bevollmächtigter: Ferd. Rassau — [864, 698, 1163, 827]
directory-entry: — Wwe., W. G., BCto: Reichsb.-Hstl., ⊕ V, 5774, Bellevue 7, ⊠ 21 — [244, 1383, 543, 1413]
